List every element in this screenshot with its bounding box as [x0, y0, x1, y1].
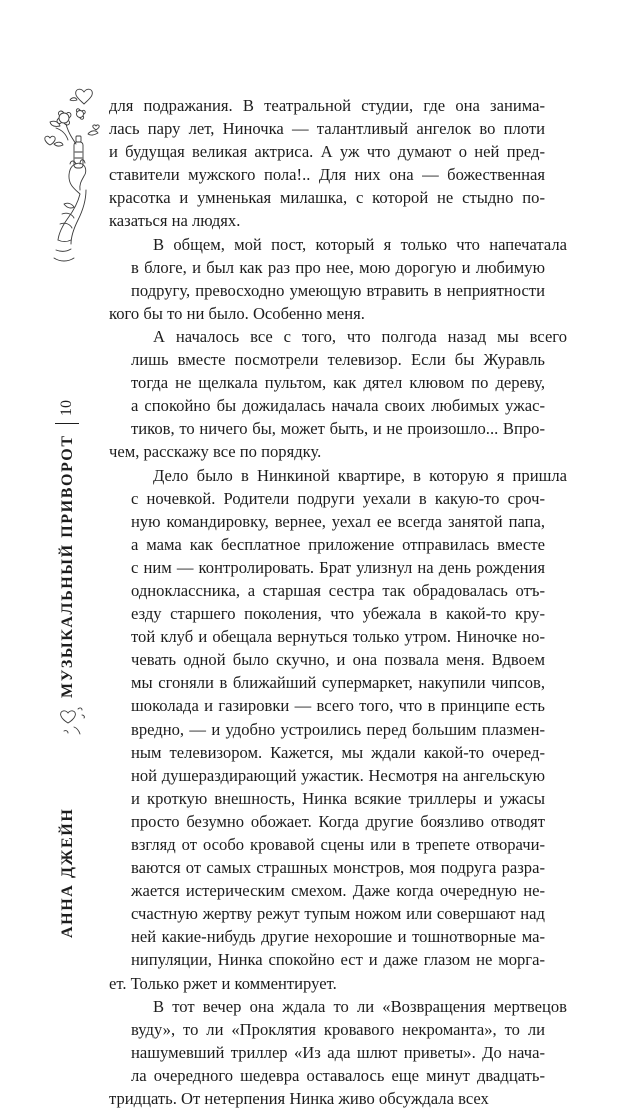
- text-line: лась пару лет, Ниночка — талантливый ангелок во плоти: [109, 119, 545, 139]
- text-body: [109, 94, 567, 1110]
- text-line: а мама как бесплатное приложение отправилась вместе: [131, 534, 545, 554]
- text-line: тридцать. От нетерпения Нинка живо обсуждала всех: [109, 1089, 489, 1109]
- author-name: АННА ДЖЕЙН: [59, 807, 76, 938]
- text-line: ла очередного шедевра оставалось еще минут двадцать-: [131, 1065, 545, 1085]
- text-line: Дело было в Нинкиной квартире, в которую я пришла: [153, 465, 567, 485]
- text-line: А началось все с того, что полгода назад мы всего: [153, 326, 567, 346]
- paragraph: [109, 325, 567, 464]
- text-line: чем, расскажу все по порядку.: [109, 442, 322, 462]
- paragraph: [109, 995, 567, 1110]
- text-line: ную командировку, вернее, уехал ее всегда занятой папа,: [131, 511, 545, 531]
- heart-ornament-icon: [54, 703, 94, 743]
- text-line: чевать одной было скучно, и она позвала меня. Вдвоем: [131, 650, 545, 670]
- paragraph: [109, 464, 567, 995]
- text-line: вредно, — и удобно устроились перед большим плазмен-: [131, 719, 545, 739]
- text-line: мы сгоняли в ближайший супермаркет, накупили чипсов,: [131, 673, 545, 693]
- text-line: ной душераздирающий ужастик. Несмотря на ангельскую: [131, 765, 545, 785]
- page-number-box: [55, 393, 79, 424]
- text-line: езду старшего поколения, что убежала в какой-то кру-: [131, 604, 545, 624]
- text-line: В тот вечер она ждала то ли «Возвращения мертвецов: [153, 996, 567, 1016]
- text-line: нашумевший триллер «Из ада шлют приветы». До нача-: [131, 1042, 545, 1062]
- text-line: в блоге, и был как раз про нее, мою дорогую и любимую: [131, 257, 545, 277]
- book-title: МУЗЫКАЛЬНЫЙ ПРИВОРОТ: [59, 434, 76, 698]
- text-line: красотка и умненькая милашка, с которой не стыдно по-: [109, 188, 545, 208]
- running-header: [52, 393, 92, 938]
- text-line: жается истерическим смехом. Даже когда очередную не-: [131, 881, 545, 901]
- text-line: ваются от самых страшных монстров, моя подруга разра-: [131, 858, 545, 878]
- text-line: и будущая великая актриса. А уж что думают о ней пред-: [109, 142, 545, 162]
- hand-holding-flowers-illustration: [36, 78, 110, 278]
- text-line: шоколада и газировки — всего того, что в принципе есть: [131, 696, 545, 716]
- text-line: ней какие-нибудь другие нехорошие и тошнотворные ма-: [131, 927, 545, 947]
- text-line: ет. Только ржет и комментирует.: [109, 973, 337, 993]
- text-line: с ним — контролировать. Брат улизнул на день рождения: [131, 557, 545, 577]
- text-line: для подражания. В театральной студии, где она занима-: [109, 96, 545, 115]
- text-line: тиков, то ничего бы, может быть, и не произошло... Впро-: [131, 419, 545, 439]
- paragraph: [109, 94, 545, 233]
- text-line: просто безумно обожает. Когда другие боязливо отводят: [131, 811, 545, 831]
- page-number: 10: [58, 400, 75, 416]
- text-line: и кроткую внешность, Нинка всякие триллеры и ужасы: [131, 788, 545, 808]
- text-line: а спокойно бы дожидалась начала своих любимых ужас-: [131, 396, 545, 416]
- text-line: взгляд от особо кровавой сцены или в трепете отворачи-: [131, 835, 545, 854]
- text-line: той клуб и обещала вернуться только утром. Ниночке но-: [131, 627, 545, 647]
- text-line: подругу, превосходно умеющую втравить в неприятности: [131, 280, 545, 300]
- text-line: одноклассника, а старшая сестра так обрадовалась отъ-: [131, 580, 545, 600]
- text-line: казаться на людях.: [109, 211, 241, 231]
- paragraph: [109, 233, 567, 325]
- text-line: ставители мужского пола!.. Для них она — божественная: [109, 165, 545, 185]
- text-line: кого бы то ни было. Особенно меня.: [109, 303, 365, 323]
- text-line: счастную жертву режут тупым ножом или совершают над: [131, 904, 545, 924]
- text-line: нипуляции, Нинка спокойно ест и даже глазом не морга-: [131, 950, 545, 970]
- text-line: В общем, мой пост, который я только что напечатала: [153, 234, 567, 254]
- text-line: вуду», то ли «Проклятия кровавого некроманта», то ли: [131, 1019, 545, 1039]
- text-line: лишь вместе посмотрели телевизор. Если бы Журавль: [131, 350, 545, 370]
- text-line: ным телевизором. Кажется, мы ждали какой-то очеред-: [131, 742, 545, 762]
- text-line: тогда не щелкала пультом, как дятел клювом по дереву,: [131, 373, 545, 393]
- text-line: с ночевкой. Родители подруги уехали в какую-то сроч-: [131, 488, 545, 508]
